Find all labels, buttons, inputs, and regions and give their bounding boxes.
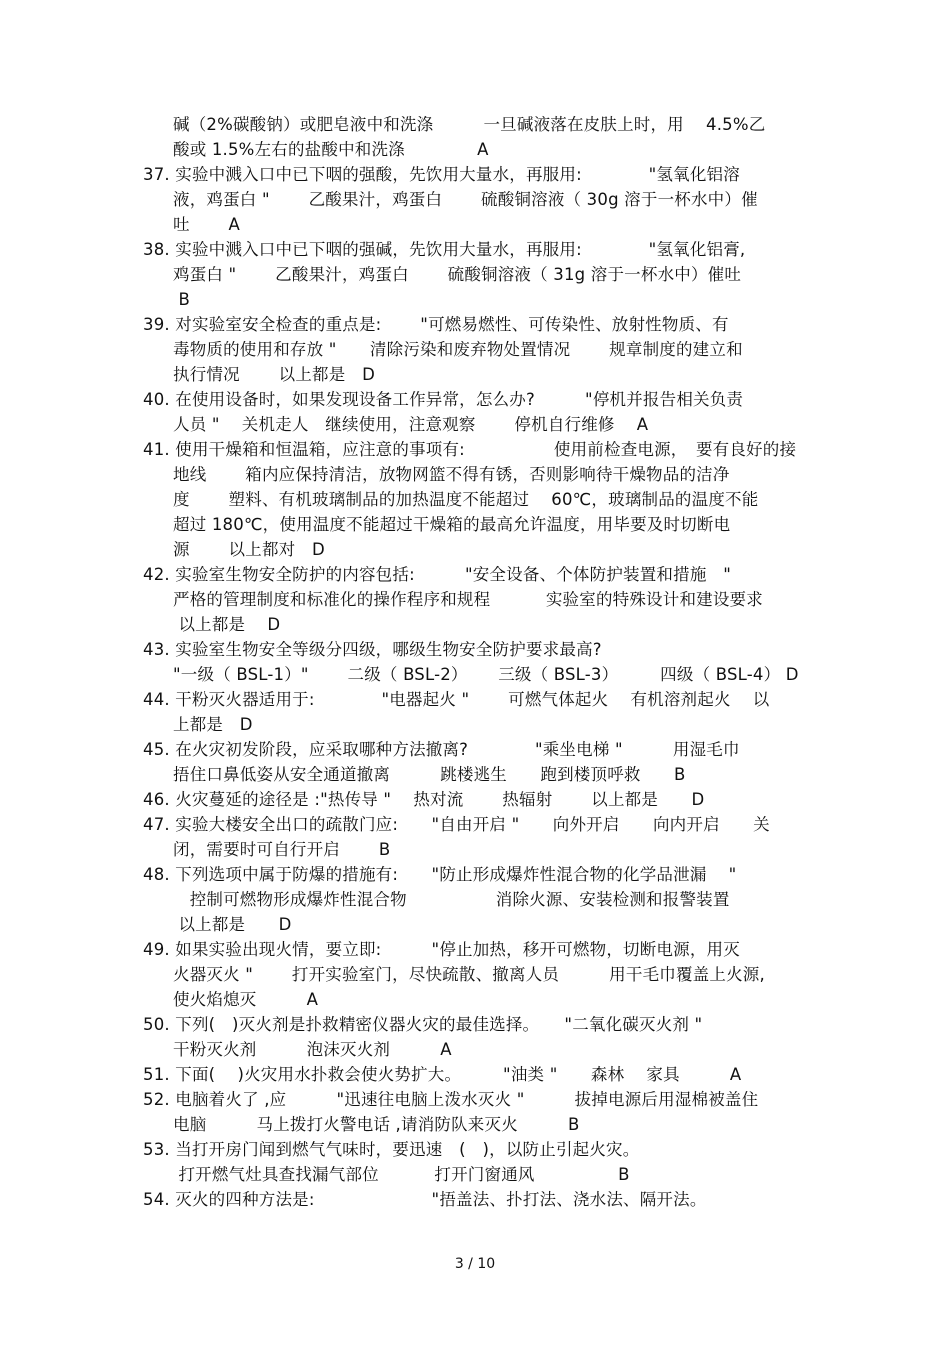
text-line: 鸡蛋白 " 乙酸果汁，鸡蛋白 硫酸铜溶液（ 31g 溶于一杯水中）催吐 [173, 265, 742, 284]
question-37: 37. 实验中溅入口中已下咽的强酸，先饮用大量水，再服用: "氢氧化铝溶 [143, 165, 740, 184]
text-line: 酸或 1.5%左右的盐酸中和洗涤 A [173, 140, 489, 159]
question-49: 49. 如果实验出现火情，要立即: "停止加热，移开可燃物，切断电源，用灭 [143, 940, 740, 959]
text-line: 以上都是 D [173, 915, 292, 934]
text-line: 超过 180℃，使用温度不能超过干燥箱的最高允许温度，用毕要及时切断电 [173, 515, 731, 534]
text-line: 液，鸡蛋白 " 乙酸果汁，鸡蛋白 硫酸铜溶液（ 30g 溶于一杯水中）催 [173, 190, 758, 209]
question-44: 44. 干粉灭火器适用于: "电器起火 " 可燃气体起火 有机溶剂起火 以 [143, 690, 770, 709]
question-41: 41. 使用干燥箱和恒温箱，应注意的事项有: 使用前检查电源， 要有良好的接 [143, 440, 797, 459]
text-line: 严格的管理制度和标准化的操作程序和规程 实验室的特殊设计和建设要求 [173, 590, 763, 609]
question-51: 51. 下面( )火灾用水扑救会使火势扩大。 "油类 " 森林 家具 A [143, 1065, 742, 1084]
text-line: B [173, 290, 190, 309]
question-43: 43. 实验室生物安全等级分四级，哪级生物安全防护要求最高? [143, 640, 602, 659]
text-line: 打开燃气灶具查找漏气部位 打开门窗通风 B [173, 1165, 630, 1184]
text-line: 地线 箱内应保持清洁，放物网篮不得有锈，否则影响待干燥物品的洁净 [173, 465, 730, 484]
text-line: 使火焰熄灭 A [173, 990, 319, 1009]
question-48: 48. 下列选项中属于防爆的措施有: "防止形成爆炸性混合物的化学品泄漏 " [143, 865, 737, 884]
text-line: "一级（ BSL-1）" 二级（ BSL-2） 三级（ BSL-3） 四级（ BSL-4） D [173, 665, 799, 684]
text-line: 度 塑料、有机玻璃制品的加热温度不能超过 60℃，玻璃制品的温度不能 [173, 490, 759, 509]
question-53: 53. 当打开房门闻到燃气气味时，要迅速 ( )，以防止引起火灾。 [143, 1140, 640, 1159]
text-line: 执行情况 以上都是 D [173, 365, 376, 384]
page-number: 3 / 10 [454, 1256, 496, 1272]
text-line: 捂住口鼻低姿从安全通道撤离 跳楼逃生 跑到楼顶呼救 B [173, 765, 686, 784]
question-39: 39. 对实验室安全检查的重点是: "可燃易燃性、可传染性、放射性物质、有 [143, 315, 729, 334]
text-line: 人员 " 关机走人 继续使用，注意观察 停机自行维修 A [173, 415, 649, 434]
question-54: 54. 灭火的四种方法是: "捂盖法、扑打法、浇水法、隔开法。 [143, 1190, 707, 1209]
question-38: 38. 实验中溅入口中已下咽的强碱，先饮用大量水，再服用: "氢氧化铝膏, [143, 240, 746, 259]
text-line: 毒物质的使用和存放 " 清除污染和废弃物处置情况 规章制度的建立和 [173, 340, 743, 359]
text-line: 源 以上都对 D [173, 540, 325, 559]
text-line: 上都是 D [173, 715, 253, 734]
text-line: 碱（2%碳酸钠）或肥皂液中和洗涤 一旦碱液落在皮肤上时，用 4.5%乙 [173, 115, 766, 134]
question-52: 52. 电脑着火了 ,应 "迅速往电脑上泼水灭火 " 拔掉电源后用湿棉被盖住 [143, 1090, 759, 1109]
question-45: 45. 在火灾初发阶段，应采取哪种方法撤离? "乘坐电梯 " 用湿毛巾 [143, 740, 740, 759]
text-line: 闭，需要时可自行开启 B [173, 840, 391, 859]
question-46: 46. 火灾蔓延的途径是 :"热传导 " 热对流 热辐射 以上都是 D [143, 790, 705, 809]
question-40: 40. 在使用设备时，如果发现设备工作异常，怎么办? "停机并报告相关负责 [143, 390, 744, 409]
text-line: 以上都是 D [173, 615, 281, 634]
text-line: 控制可燃物形成爆炸性混合物 消除火源、安装检测和报警装置 [173, 890, 730, 909]
text-line: 电脑 马上拨打火警电话 ,请消防队来灭火 B [173, 1115, 580, 1134]
question-50: 50. 下列( )灭火剂是扑救精密仪器火灾的最佳选择。 "二氧化碳灭火剂 " [143, 1015, 703, 1034]
text-line: 吐 A [173, 215, 241, 234]
text-line: 干粉灭火剂 泡沫灭火剂 A [173, 1040, 452, 1059]
question-42: 42. 实验室生物安全防护的内容包括: "安全设备、个体防护装置和措施 " [143, 565, 732, 584]
question-47: 47. 实验大楼安全出口的疏散门应: "自由开启 " 向外开启 向内开启 关 [143, 815, 770, 834]
text-line: 火器灭火 " 打开实验室门，尽快疏散、撤离人员 用干毛巾覆盖上火源, [173, 965, 765, 984]
